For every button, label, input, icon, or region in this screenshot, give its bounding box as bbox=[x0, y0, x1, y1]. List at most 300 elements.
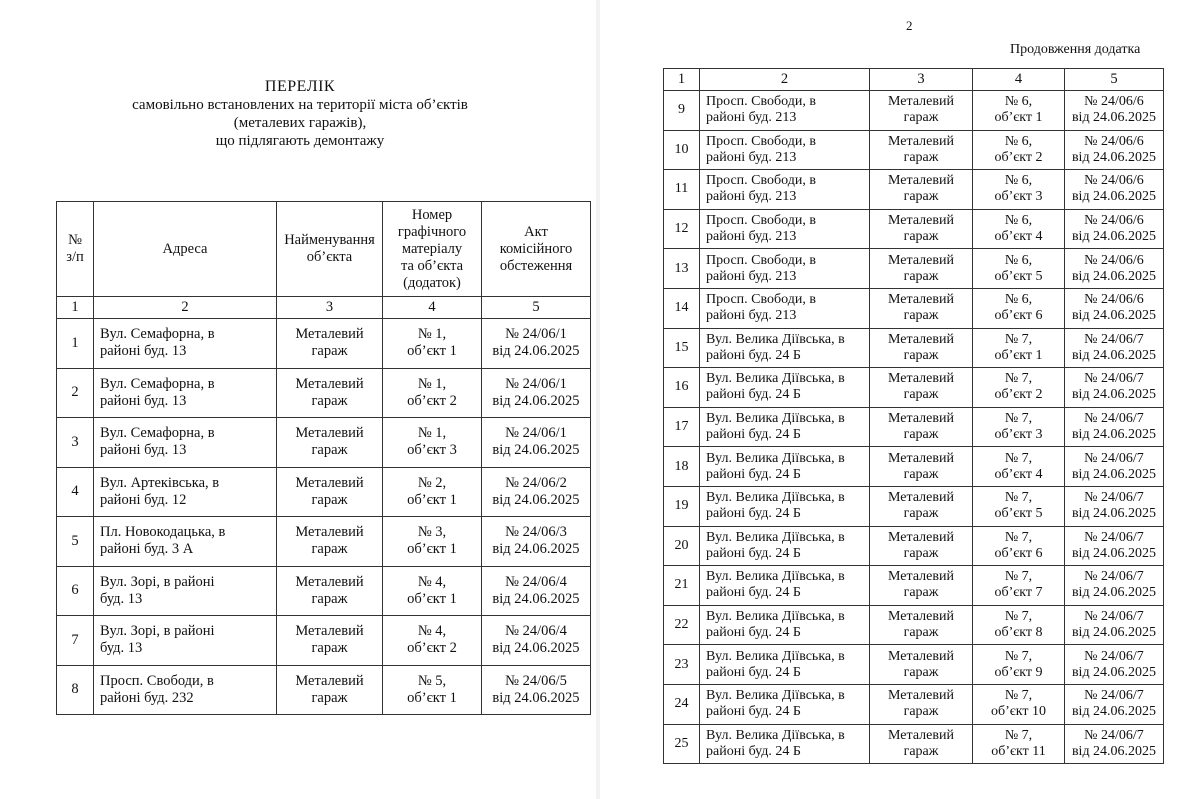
graphic-material-cell bbox=[383, 517, 482, 567]
object-name-cell-line-2: гараж bbox=[903, 625, 939, 641]
object-name-cell-line-2: гараж bbox=[903, 704, 939, 720]
inspection-act-cell-line-2: від 24.06.2025 bbox=[1071, 149, 1157, 165]
address-cell-line-2: районі буд. 232 bbox=[100, 689, 194, 706]
object-name-cell-line-2: гараж bbox=[903, 585, 939, 601]
object-name-cell bbox=[870, 249, 973, 289]
inspection-act-cell-line-1: № 24/06/4 bbox=[505, 623, 567, 640]
graphic-material-cell bbox=[383, 566, 482, 616]
table-row bbox=[57, 566, 591, 616]
header-graphic-material bbox=[383, 202, 482, 297]
inspection-act-cell-line-1: № 24/06/7 bbox=[1084, 371, 1144, 387]
graphic-material-cell-line-2: об’єкт 4 bbox=[994, 466, 1043, 482]
row-number bbox=[57, 467, 94, 517]
header-object-name bbox=[277, 202, 383, 297]
object-name-cell bbox=[870, 486, 973, 526]
address-cell-line-1: Просп. Свободи, в bbox=[706, 213, 816, 229]
graphic-material-cell bbox=[973, 526, 1065, 566]
graphic-material-cell bbox=[383, 418, 482, 468]
graphic-material-cell-line-2: об’єкт 1 bbox=[407, 689, 457, 706]
object-name-cell-line-2: гараж bbox=[903, 149, 939, 165]
row-number-line-1: 2 bbox=[71, 384, 79, 401]
address-cell bbox=[700, 605, 870, 645]
inspection-act-cell bbox=[1065, 724, 1164, 764]
row-number-line-1: 25 bbox=[674, 735, 689, 751]
row-number bbox=[664, 170, 700, 210]
inspection-act-cell bbox=[1065, 368, 1164, 408]
address-cell-line-1: Вул. Велика Діївська, в bbox=[706, 648, 845, 664]
inspection-act-cell bbox=[482, 665, 591, 715]
row-number-line-1: 13 bbox=[674, 260, 689, 276]
graphic-material-cell-line-2: об’єкт 1 bbox=[994, 110, 1043, 126]
address-cell-line-2: районі буд. 12 bbox=[100, 491, 187, 508]
column-number-row bbox=[57, 297, 591, 319]
object-name-cell-line-1: Металевий bbox=[295, 375, 364, 392]
address-cell-line-2: районі буд. 24 Б bbox=[706, 545, 801, 561]
table-row bbox=[664, 645, 1164, 685]
inspection-act-cell bbox=[1065, 684, 1164, 724]
object-name-cell bbox=[870, 328, 973, 368]
address-cell bbox=[700, 724, 870, 764]
table-row bbox=[664, 566, 1164, 606]
object-name-cell-line-2: гараж bbox=[903, 664, 939, 680]
object-name-cell-line-2: гараж bbox=[903, 743, 939, 759]
row-number-line-1: 21 bbox=[674, 577, 689, 593]
address-cell bbox=[700, 407, 870, 447]
graphic-material-cell-line-2: об’єкт 9 bbox=[994, 664, 1043, 680]
object-name-cell-line-1: Металевий bbox=[295, 474, 364, 491]
object-name-cell bbox=[870, 288, 973, 328]
row-number bbox=[664, 724, 700, 764]
graphic-material-cell-line-1: № 7, bbox=[1004, 688, 1033, 704]
row-number-line-1: 16 bbox=[674, 379, 689, 395]
inspection-act-cell bbox=[1065, 447, 1164, 487]
inspection-act-cell-line-1: № 24/06/7 bbox=[1084, 569, 1144, 585]
inspection-act-cell-line-1: № 24/06/5 bbox=[505, 672, 567, 689]
inspection-act-cell-line-1: № 24/06/7 bbox=[1084, 529, 1144, 545]
row-number bbox=[57, 319, 94, 369]
address-cell-line-2: районі буд. 24 Б bbox=[706, 466, 801, 482]
column-number-line-1: 3 bbox=[917, 71, 925, 87]
column-number-line-1: 2 bbox=[181, 299, 189, 315]
inspection-act-cell-line-1: № 24/06/1 bbox=[505, 326, 567, 343]
address-cell bbox=[700, 91, 870, 131]
inspection-act-cell-line-1: № 24/06/7 bbox=[1084, 688, 1144, 704]
inspection-act-cell bbox=[1065, 130, 1164, 170]
object-name-cell-line-2: гараж bbox=[903, 229, 939, 245]
column-number-line-1: 1 bbox=[71, 299, 79, 315]
address-cell bbox=[700, 249, 870, 289]
object-name-cell bbox=[870, 407, 973, 447]
address-cell-line-2: районі буд. 13 bbox=[100, 343, 187, 360]
graphic-material-cell bbox=[973, 684, 1065, 724]
table-row bbox=[664, 328, 1164, 368]
inspection-act-cell bbox=[1065, 209, 1164, 249]
table-row bbox=[664, 170, 1164, 210]
graphic-material-cell-line-2: об’єкт 2 bbox=[994, 387, 1043, 403]
object-name-cell-line-1: Металевий bbox=[295, 573, 364, 590]
inspection-act-cell-line-1: № 24/06/4 bbox=[505, 573, 567, 590]
row-number-line-1: 12 bbox=[674, 221, 689, 237]
table-row bbox=[664, 130, 1164, 170]
address-cell-line-1: Вул. Семафорна, в bbox=[100, 375, 215, 392]
inspection-act-cell-line-2: від 24.06.2025 bbox=[492, 689, 580, 706]
row-number-line-1: 23 bbox=[674, 656, 689, 672]
inspection-act-cell-line-1: № 24/06/6 bbox=[1084, 213, 1144, 229]
row-number-line-1: 19 bbox=[674, 498, 689, 514]
object-name-cell-line-1: Металевий bbox=[888, 569, 954, 585]
object-name-cell-line-1: Металевий bbox=[295, 524, 364, 541]
address-cell-line-2: районі буд. 24 Б bbox=[706, 427, 801, 443]
inspection-act-cell-line-2: від 24.06.2025 bbox=[1071, 506, 1157, 522]
graphic-material-cell-line-1: № 6, bbox=[1004, 133, 1033, 149]
object-name-cell bbox=[870, 566, 973, 606]
object-name-cell bbox=[870, 645, 973, 685]
object-name-cell-line-2: гараж bbox=[311, 541, 348, 558]
graphic-material-cell-line-1: № 7, bbox=[1004, 569, 1033, 585]
row-number bbox=[664, 526, 700, 566]
row-number-line-1: 8 bbox=[71, 681, 79, 698]
address-cell bbox=[700, 486, 870, 526]
object-name-cell bbox=[870, 91, 973, 131]
object-name-cell-line-2: гараж bbox=[903, 268, 939, 284]
address-cell-line-1: Просп. Свободи, в bbox=[706, 173, 816, 189]
graphic-material-cell bbox=[973, 170, 1065, 210]
inspection-act-cell-line-2: від 24.06.2025 bbox=[1071, 466, 1157, 482]
column-number-line-1: 4 bbox=[1014, 71, 1023, 87]
graphic-material-cell bbox=[973, 645, 1065, 685]
object-name-cell-line-2: гараж bbox=[903, 466, 939, 482]
address-cell bbox=[700, 447, 870, 487]
row-number bbox=[664, 130, 700, 170]
inspection-act-cell-line-2: від 24.06.2025 bbox=[1071, 427, 1157, 443]
address-cell-line-1: Просп. Свободи, в bbox=[706, 252, 816, 268]
address-cell-line-2: районі буд. 24 Б bbox=[706, 743, 801, 759]
header-object-name-line-1: Найменування bbox=[284, 232, 375, 248]
object-name-cell-line-2: гараж bbox=[903, 506, 939, 522]
column-number-line-1: 1 bbox=[677, 71, 686, 87]
table-row bbox=[664, 447, 1164, 487]
row-number bbox=[664, 249, 700, 289]
graphic-material-cell-line-2: об’єкт 6 bbox=[994, 545, 1043, 561]
row-number bbox=[664, 91, 700, 131]
inspection-act-cell-line-2: від 24.06.2025 bbox=[492, 590, 580, 607]
graphic-material-cell bbox=[973, 486, 1065, 526]
row-number bbox=[57, 418, 94, 468]
graphic-material-cell-line-2: об’єкт 3 bbox=[407, 442, 457, 459]
row-number-line-1: 11 bbox=[674, 181, 689, 197]
row-number-line-1: 5 bbox=[71, 532, 79, 549]
inspection-act-cell bbox=[482, 467, 591, 517]
graphic-material-cell-line-1: № 6, bbox=[1004, 173, 1033, 189]
row-number-line-1: 24 bbox=[674, 696, 689, 712]
header-graphic-material-line-1: Номер bbox=[411, 206, 453, 223]
object-name-cell-line-1: Металевий bbox=[888, 648, 954, 664]
address-cell-line-1: Пл. Новокодацька, в bbox=[100, 524, 226, 541]
document-title: ПЕРЕЛІК bbox=[264, 78, 336, 95]
header-inspection-act-line-1: Акт bbox=[524, 223, 548, 240]
table-row bbox=[664, 526, 1164, 566]
table-row bbox=[57, 368, 591, 418]
column-number bbox=[1065, 69, 1164, 91]
object-name-cell bbox=[870, 170, 973, 210]
graphic-material-cell bbox=[973, 288, 1065, 328]
object-name-cell-line-1: Металевий bbox=[888, 133, 954, 149]
table-row bbox=[664, 486, 1164, 526]
graphic-material-cell-line-1: № 6, bbox=[1004, 292, 1033, 308]
row-number bbox=[664, 486, 700, 526]
object-name-cell-line-2: гараж bbox=[903, 545, 939, 561]
object-name-cell bbox=[870, 447, 973, 487]
graphic-material-cell bbox=[973, 566, 1065, 606]
graphic-material-cell-line-1: № 7, bbox=[1004, 727, 1033, 743]
object-name-cell-line-1: Металевий bbox=[888, 411, 954, 427]
inspection-act-cell bbox=[482, 517, 591, 567]
graphic-material-cell-line-2: об’єкт 5 bbox=[994, 506, 1043, 522]
object-name-cell-line-2: гараж bbox=[903, 387, 939, 403]
graphic-material-cell-line-2: об’єкт 3 bbox=[994, 189, 1043, 205]
row-number bbox=[664, 684, 700, 724]
column-number-line-1: 5 bbox=[1110, 71, 1118, 87]
address-cell bbox=[94, 368, 277, 418]
object-name-cell-line-1: Металевий bbox=[888, 331, 954, 347]
inspection-act-cell bbox=[1065, 288, 1164, 328]
object-name-cell-line-2: гараж bbox=[311, 392, 348, 409]
inspection-act-cell bbox=[1065, 645, 1164, 685]
document-heading bbox=[0, 78, 600, 150]
header-inspection-act-line-2: комісійного bbox=[499, 240, 573, 257]
graphic-material-cell-line-1: № 3, bbox=[417, 524, 447, 541]
column-number bbox=[94, 297, 277, 319]
table-row bbox=[664, 368, 1164, 408]
address-cell-line-2: районі буд. 213 bbox=[706, 149, 797, 165]
graphic-material-cell bbox=[973, 447, 1065, 487]
inspection-act-cell-line-1: № 24/06/7 bbox=[1084, 609, 1144, 625]
row-number bbox=[664, 407, 700, 447]
row-number bbox=[664, 605, 700, 645]
address-cell-line-1: Вул. Велика Діївська, в bbox=[706, 609, 845, 625]
graphic-material-cell-line-1: № 6, bbox=[1004, 94, 1033, 110]
object-name-cell-line-2: гараж bbox=[311, 442, 348, 459]
inspection-act-cell-line-2: від 24.06.2025 bbox=[492, 392, 580, 409]
table-header-row bbox=[57, 202, 591, 297]
header-inspection-act-line-3: обстеження bbox=[499, 257, 573, 274]
address-cell bbox=[700, 526, 870, 566]
inspection-act-cell-line-1: № 24/06/7 bbox=[1084, 648, 1144, 664]
graphic-material-cell-line-1: № 2, bbox=[417, 474, 447, 491]
address-cell bbox=[700, 368, 870, 408]
inspection-act-cell bbox=[482, 566, 591, 616]
object-name-cell bbox=[277, 616, 383, 666]
document-subtitle-line-2: (металевих гаражів), bbox=[233, 115, 367, 131]
graphic-material-cell bbox=[383, 665, 482, 715]
column-number-line-1: 2 bbox=[780, 71, 789, 87]
object-name-cell-line-2: гараж bbox=[311, 640, 348, 657]
graphic-material-cell-line-1: № 6, bbox=[1004, 213, 1033, 229]
graphic-material-cell-line-2: об’єкт 2 bbox=[407, 640, 457, 657]
graphic-material-cell-line-1: № 7, bbox=[1004, 450, 1033, 466]
inspection-act-cell-line-1: № 24/06/6 bbox=[1084, 173, 1144, 189]
graphic-material-cell-line-2: об’єкт 8 bbox=[994, 625, 1043, 641]
object-name-cell-line-1: Металевий bbox=[888, 609, 954, 625]
row-number-line-1: 10 bbox=[674, 141, 689, 157]
object-name-cell-line-2: гараж bbox=[903, 427, 939, 443]
inspection-act-cell bbox=[482, 319, 591, 369]
row-number bbox=[664, 447, 700, 487]
inspection-act-cell bbox=[482, 368, 591, 418]
object-name-cell-line-2: гараж bbox=[903, 347, 939, 363]
address-cell-line-1: Вул. Велика Діївська, в bbox=[706, 411, 845, 427]
row-number-line-1: 1 bbox=[71, 334, 79, 351]
object-name-cell-line-2: гараж bbox=[903, 110, 939, 126]
object-name-cell bbox=[277, 368, 383, 418]
address-cell bbox=[700, 170, 870, 210]
graphic-material-cell bbox=[973, 130, 1065, 170]
header-index bbox=[57, 202, 94, 297]
row-number bbox=[664, 288, 700, 328]
object-name-cell bbox=[277, 665, 383, 715]
row-number bbox=[664, 566, 700, 606]
row-number bbox=[57, 368, 94, 418]
graphic-material-cell-line-1: № 7, bbox=[1004, 529, 1033, 545]
inspection-act-cell-line-2: від 24.06.2025 bbox=[1071, 308, 1157, 324]
object-name-cell-line-1: Металевий bbox=[888, 727, 954, 743]
address-cell-line-2: буд. 13 bbox=[100, 640, 143, 657]
address-cell bbox=[700, 684, 870, 724]
object-name-cell-line-1: Металевий bbox=[888, 252, 954, 268]
address-cell-line-1: Вул. Велика Діївська, в bbox=[706, 569, 845, 585]
address-cell-line-2: районі буд. 24 Б bbox=[706, 506, 801, 522]
object-name-cell bbox=[277, 517, 383, 567]
graphic-material-cell-line-1: № 7, bbox=[1004, 609, 1033, 625]
inspection-act-cell-line-2: від 24.06.2025 bbox=[492, 541, 580, 558]
table-row bbox=[664, 724, 1164, 764]
address-cell-line-1: Вул. Велика Діївська, в bbox=[706, 371, 845, 387]
graphic-material-cell-line-2: об’єкт 10 bbox=[990, 704, 1047, 720]
object-name-cell-line-2: гараж bbox=[311, 343, 348, 360]
address-cell bbox=[700, 288, 870, 328]
column-number bbox=[664, 69, 700, 91]
row-number-line-1: 22 bbox=[674, 617, 689, 633]
graphic-material-cell bbox=[973, 407, 1065, 447]
object-name-cell-line-2: гараж bbox=[311, 491, 348, 508]
object-name-cell bbox=[870, 209, 973, 249]
address-cell bbox=[700, 328, 870, 368]
graphic-material-cell-line-2: об’єкт 1 bbox=[407, 590, 457, 607]
graphic-material-cell-line-1: № 6, bbox=[1004, 252, 1033, 268]
inspection-act-cell-line-1: № 24/06/6 bbox=[1084, 94, 1144, 110]
object-name-cell-line-1: Металевий bbox=[888, 688, 954, 704]
graphic-material-cell bbox=[973, 249, 1065, 289]
inspection-act-cell-line-1: № 24/06/7 bbox=[1084, 490, 1144, 506]
row-number bbox=[664, 328, 700, 368]
inspection-act-cell bbox=[1065, 328, 1164, 368]
table-row bbox=[664, 605, 1164, 645]
inspection-act-cell-line-1: № 24/06/3 bbox=[505, 524, 567, 541]
address-cell-line-1: Вул. Зорі, в районі bbox=[100, 623, 215, 640]
address-cell-line-2: районі буд. 213 bbox=[706, 110, 797, 126]
address-cell-line-1: Вул. Артеківська, в bbox=[100, 474, 220, 491]
object-name-cell-line-1: Металевий bbox=[295, 623, 364, 640]
address-cell-line-2: районі буд. 24 Б bbox=[706, 347, 801, 363]
object-name-cell-line-2: гараж bbox=[903, 189, 939, 205]
graphic-material-cell-line-2: об’єкт 6 bbox=[994, 308, 1043, 324]
address-cell-line-2: районі буд. 24 Б bbox=[706, 585, 801, 601]
object-name-cell-line-1: Металевий bbox=[888, 529, 954, 545]
address-cell-line-1: Вул. Велика Діївська, в bbox=[706, 727, 845, 743]
address-cell-line-1: Просп. Свободи, в bbox=[706, 94, 816, 110]
column-number bbox=[383, 297, 482, 319]
inspection-act-cell-line-2: від 24.06.2025 bbox=[1071, 268, 1157, 284]
table-row bbox=[664, 91, 1164, 131]
graphic-material-cell-line-2: об’єкт 2 bbox=[994, 149, 1043, 165]
inspection-act-cell bbox=[482, 418, 591, 468]
address-cell bbox=[94, 566, 277, 616]
document-subtitle-line-3: що підлягають демонтажу bbox=[215, 133, 385, 149]
header-address bbox=[94, 202, 277, 297]
inspection-act-cell bbox=[1065, 526, 1164, 566]
address-cell-line-1: Просп. Свободи, в bbox=[706, 292, 816, 308]
continuation-label: Продовження додатка bbox=[1010, 42, 1141, 57]
header-index-line-2: з/п bbox=[66, 249, 84, 265]
address-cell-line-1: Вул. Велика Діївська, в bbox=[706, 688, 845, 704]
address-cell-line-1: Вул. Велика Діївська, в bbox=[706, 529, 845, 545]
graphic-material-cell-line-1: № 7, bbox=[1004, 490, 1033, 506]
object-name-cell-line-1: Металевий bbox=[888, 94, 954, 110]
inspection-act-cell-line-2: від 24.06.2025 bbox=[492, 640, 580, 657]
graphic-material-cell-line-1: № 7, bbox=[1004, 371, 1033, 387]
object-name-cell-line-1: Металевий bbox=[295, 326, 364, 343]
object-name-cell bbox=[277, 319, 383, 369]
address-cell-line-1: Вул. Велика Діївська, в bbox=[706, 331, 845, 347]
table-row bbox=[664, 288, 1164, 328]
inspection-act-cell bbox=[1065, 170, 1164, 210]
object-name-cell-line-1: Металевий bbox=[888, 490, 954, 506]
table-row bbox=[664, 684, 1164, 724]
address-cell bbox=[700, 566, 870, 606]
graphic-material-cell bbox=[973, 91, 1065, 131]
graphic-material-cell bbox=[973, 368, 1065, 408]
inspection-act-cell-line-1: № 24/06/6 bbox=[1084, 133, 1144, 149]
inspection-act-cell-line-2: від 24.06.2025 bbox=[1071, 625, 1157, 641]
graphic-material-cell-line-1: № 4, bbox=[417, 623, 447, 640]
address-cell-line-2: районі буд. 24 Б bbox=[706, 387, 801, 403]
address-cell-line-2: районі буд. 24 Б bbox=[706, 625, 801, 641]
address-cell bbox=[94, 467, 277, 517]
row-number-line-1: 20 bbox=[674, 537, 689, 553]
column-number-line-1: 4 bbox=[428, 299, 436, 315]
object-name-cell bbox=[277, 467, 383, 517]
table-row bbox=[57, 616, 591, 666]
graphic-material-cell-line-2: об’єкт 1 bbox=[994, 347, 1043, 363]
graphic-material-cell-line-1: № 1, bbox=[417, 375, 447, 392]
row-number bbox=[664, 368, 700, 408]
address-cell-line-1: Вул. Велика Діївська, в bbox=[706, 450, 845, 466]
inspection-act-cell bbox=[1065, 605, 1164, 645]
address-cell-line-1: Просп. Свободи, в bbox=[100, 672, 214, 689]
row-number bbox=[57, 566, 94, 616]
row-number-line-1: 14 bbox=[674, 300, 689, 316]
row-number-line-1: 3 bbox=[71, 433, 79, 450]
address-cell-line-1: Вул. Велика Діївська, в bbox=[706, 490, 845, 506]
inspection-act-cell-line-2: від 24.06.2025 bbox=[1071, 545, 1157, 561]
table-row bbox=[664, 209, 1164, 249]
document-subtitle-line-1: самовільно встановлених на території міста об’єктів bbox=[132, 97, 468, 113]
address-cell bbox=[94, 517, 277, 567]
object-name-cell bbox=[870, 368, 973, 408]
object-name-cell-line-1: Металевий bbox=[888, 450, 954, 466]
address-cell-line-2: районі буд. 213 bbox=[706, 268, 797, 284]
address-cell bbox=[94, 616, 277, 666]
